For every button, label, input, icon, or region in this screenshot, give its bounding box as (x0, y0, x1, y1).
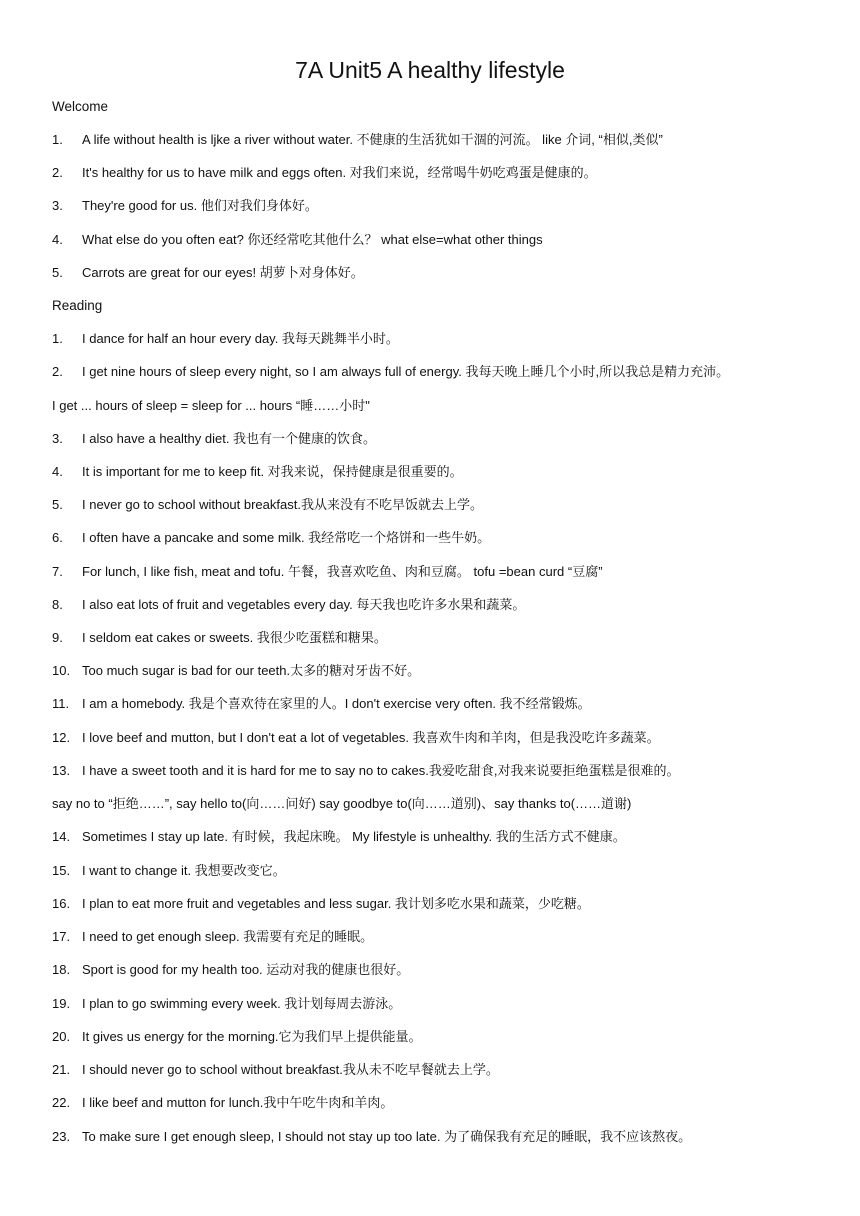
item-number: 21. (52, 1062, 71, 1077)
welcome-item (52, 130, 842, 150)
section-heading-welcome: Welcome (52, 99, 109, 114)
item-number: 5. (52, 497, 63, 512)
item-number: 4. (52, 232, 63, 247)
item-text: Sometimes I stay up late. 有时候，我起床晚。 My lifestyle is unhealthy. 我的生活方式不健康。 (82, 829, 626, 844)
item-text: Sport is good for my health too. 运动对我的健康也很好。 (82, 962, 410, 977)
welcome-item (52, 230, 842, 250)
reading-item (52, 1027, 842, 1047)
reading-item (52, 927, 842, 947)
reading-item (52, 528, 842, 548)
item-text: For lunch, I like fish, meat and tofu. 午餐，我喜欢吃鱼、肉和豆腐。 tofu =bean curd “豆腐” (82, 564, 603, 579)
item-number: 22. (52, 1095, 71, 1110)
reading-item (52, 1093, 842, 1113)
reading-item (52, 894, 842, 914)
item-number: 15. (52, 863, 71, 878)
reading-item (52, 827, 842, 847)
item-text: I want to change it. 我想要改变它。 (82, 863, 286, 878)
item-number: 4. (52, 464, 63, 479)
welcome-item (52, 163, 842, 183)
item-number: 10. (52, 663, 71, 678)
item-text: It gives us energy for the morning.它为我们早上提供能量。 (82, 1029, 422, 1044)
reading-item (52, 495, 842, 515)
item-text: I also eat lots of fruit and vegetables every day. 每天我也吃许多水果和蔬菜。 (82, 597, 526, 612)
item-text: It is important for me to keep fit. 对我来说，保持健康是很重要的。 (82, 464, 463, 479)
item-text: It's healthy for us to have milk and eggs often. 对我们来说，经常喝牛奶吃鸡蛋是健康的。 (82, 165, 597, 180)
item-text: A life without health is ljke a river without water. 不健康的生活犹如干涸的河流。 like 介词, “相似,类似” (82, 132, 663, 147)
item-text: I like beef and mutton for lunch.我中午吃牛肉和羊肉。 (82, 1095, 394, 1110)
page-title: 7A Unit5 A healthy lifestyle (295, 57, 565, 83)
item-number: 20. (52, 1029, 71, 1044)
item-text: To make sure I get enough sleep, I should not stay up too late. 为了确保我有充足的睡眠，我不应该熬夜。 (82, 1129, 692, 1144)
item-number: 7. (52, 564, 63, 579)
item-text: Too much sugar is bad for our teeth.太多的糖对牙齿不好。 (82, 663, 421, 678)
item-text: I often have a pancake and some milk. 我经常吃一个烙饼和一些牛奶。 (82, 530, 491, 545)
reading-item (52, 861, 842, 881)
item-text: I seldom eat cakes or sweets. 我很少吃蛋糕和糖果。 (82, 630, 387, 645)
reading-item (52, 1127, 842, 1147)
reading-item (52, 661, 842, 681)
item-number: 19. (52, 996, 71, 1011)
item-text: I also have a healthy diet. 我也有一个健康的饮食。 (82, 431, 377, 446)
welcome-item (52, 263, 842, 283)
item-text: What else do you often eat? 你还经常吃其他什么？ what else=what other things (82, 232, 543, 247)
item-number: 18. (52, 962, 71, 977)
reading-item (52, 329, 842, 349)
item-number: 2. (52, 364, 63, 379)
item-number: 3. (52, 198, 63, 213)
item-number: 23. (52, 1129, 71, 1144)
item-number: 14. (52, 829, 71, 844)
item-number: 17. (52, 929, 71, 944)
item-text: I need to get enough sleep. 我需要有充足的睡眠。 (82, 929, 374, 944)
reading-item (52, 994, 842, 1014)
item-number: 1. (52, 132, 63, 147)
reading-item (52, 761, 842, 781)
reading-item (52, 429, 842, 449)
item-number: 3. (52, 431, 63, 446)
item-number: 6. (52, 530, 63, 545)
item-number: 13. (52, 763, 71, 778)
item-text: I should never go to school without breakfast.我从未不吃早餐就去上学。 (82, 1062, 499, 1077)
item-text: I have a sweet tooth and it is hard for me to say no to cakes.我爱吃甜食,对我来说要拒绝蛋糕是很难的。 (82, 763, 680, 778)
item-number: 12. (52, 730, 71, 745)
usage-note-say-no: say no to “拒绝……”, say hello to(向……问好) say goodbye to(向……道别)、say thanks to(……道谢) (52, 796, 632, 811)
item-number: 16. (52, 896, 71, 911)
reading-item (52, 728, 842, 748)
item-text: They're good for us. 他们对我们身体好。 (82, 198, 318, 213)
item-text: I never go to school without breakfast.我从来没有不吃早饭就去上学。 (82, 497, 483, 512)
reading-item (52, 960, 842, 980)
item-number: 9. (52, 630, 63, 645)
item-text: I love beef and mutton, but I don't eat a lot of vegetables. 我喜欢牛肉和羊肉，但是我没吃许多蔬菜。 (82, 730, 660, 745)
item-text: I am a homebody. 我是个喜欢待在家里的人。I don't exercise very often. 我不经常锻炼。 (82, 696, 591, 711)
reading-item (52, 694, 842, 714)
item-number: 1. (52, 331, 63, 346)
item-number: 5. (52, 265, 63, 280)
item-number: 11. (52, 696, 70, 711)
section-heading-reading: Reading (52, 298, 103, 313)
item-number: 8. (52, 597, 63, 612)
reading-item (52, 562, 842, 582)
item-text: I plan to eat more fruit and vegetables and less sugar. 我计划多吃水果和蔬菜，少吃糖。 (82, 896, 590, 911)
usage-note-sleep: I get ... hours of sleep = sleep for ... hours “睡……小时" (52, 398, 370, 413)
item-text: Carrots are great for our eyes! 胡萝卜对身体好。 (82, 265, 364, 280)
reading-item (52, 628, 842, 648)
item-text: I dance for half an hour every day. 我每天跳舞半小时。 (82, 331, 399, 346)
reading-item (52, 595, 842, 615)
reading-item (52, 462, 842, 482)
item-number: 2. (52, 165, 63, 180)
reading-item (52, 1060, 842, 1080)
welcome-item (52, 196, 842, 216)
item-text: I get nine hours of sleep every night, so I am always full of energy. 我每天晚上睡几个小时,所以我总是精力充沛。 (82, 364, 730, 379)
item-text: I plan to go swimming every week. 我计划每周去游泳。 (82, 996, 402, 1011)
reading-item (52, 362, 842, 382)
